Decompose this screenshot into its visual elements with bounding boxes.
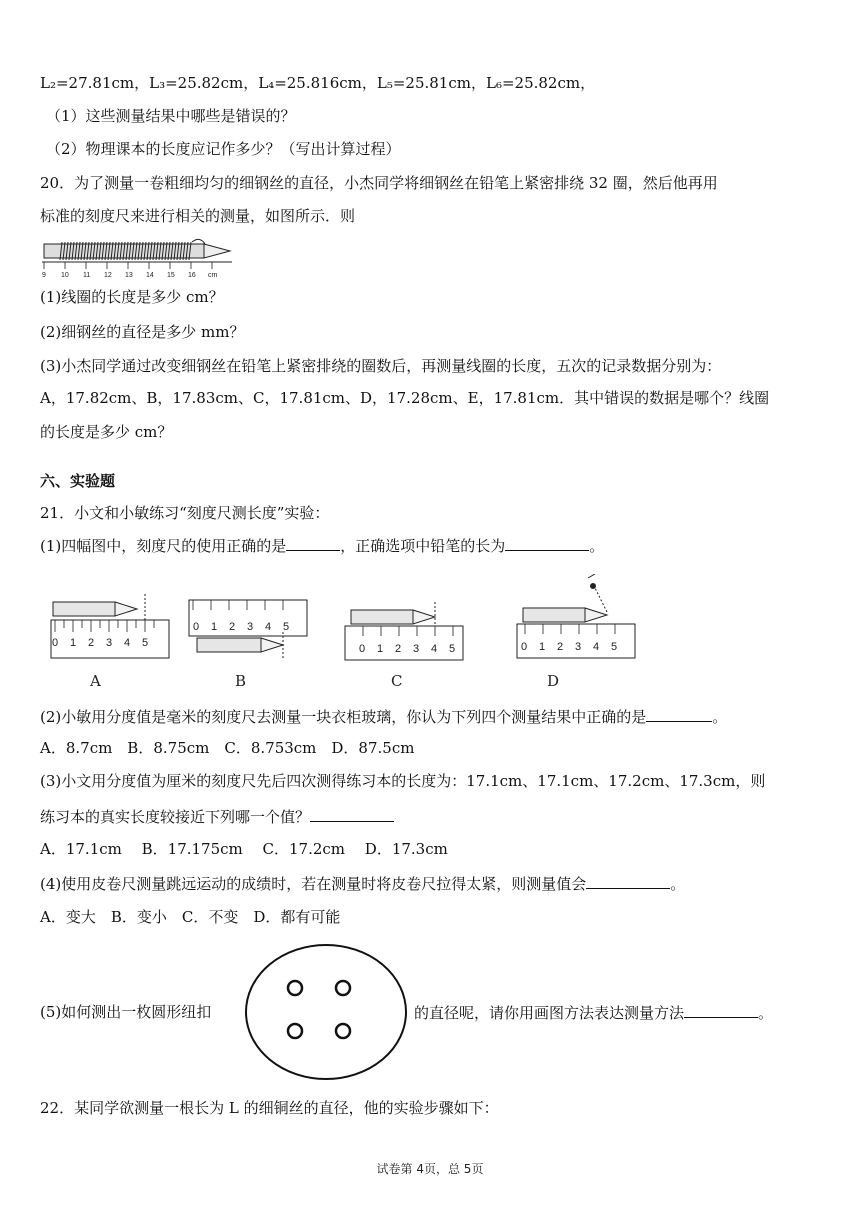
ruler-figures <box>45 574 645 692</box>
q21-5-text-c: 。 <box>758 1004 774 1022</box>
coil-tick-14: 14 <box>146 272 154 278</box>
coil-tick-12: 12 <box>104 272 112 278</box>
question-21-4 <box>40 872 685 895</box>
fig-d-digit-5: 5 <box>611 641 618 653</box>
fig-a-digit-3: 3 <box>106 637 113 649</box>
answer-blank-5[interactable] <box>586 872 670 889</box>
q21-1-text-b: ，正确选项中铅笔的长为 <box>340 537 506 555</box>
q21-4-text-b: 。 <box>670 875 686 893</box>
question-21-5-a: (5)如何测出一枚圆形纽扣 <box>40 1003 212 1021</box>
question-22-stem: 22．某同学欲测量一根长为 L 的细铜丝的直径，他的实验步骤如下： <box>40 1099 499 1117</box>
question-20-stem-cont: 标准的刻度尺来进行相关的测量，如图所示．则 <box>40 207 356 225</box>
q21-1-text-a: (1)四幅图中，刻度尺的使用正确的是 <box>40 537 287 555</box>
question-21-2 <box>40 705 727 728</box>
question-21-3: (3)小文用分度值为厘米的刻度尺先后四次测得练习本的长度为：17.1cm、17.1cm、17.2cm、17.3cm，则 <box>40 772 766 790</box>
q21-2-text-b: 。 <box>712 708 728 726</box>
fig-a-digit-5: 5 <box>142 637 149 649</box>
fig-c-digit-5: 5 <box>449 643 456 655</box>
ruler-figure-a <box>51 594 169 690</box>
q21-2-text-a: (2)小敏用分度值是毫米的刻度尺去测量一块衣柜玻璃，你认为下列四个测量结果中正确的是 <box>40 708 647 726</box>
question-19-1: （1）这些测量结果中哪些是错误的？ <box>46 107 296 125</box>
question-21-3-cont <box>40 805 394 828</box>
coil-tick-16: 16 <box>188 272 196 278</box>
section-heading-experiment: 六、实验题 <box>40 472 116 490</box>
fig-label-c: C <box>391 672 403 690</box>
question-21-1 <box>40 534 604 557</box>
coil-tick-unit: cm <box>208 272 218 278</box>
fig-a-digit-0: 0 <box>52 637 59 649</box>
coil-tick-13: 13 <box>125 272 133 278</box>
question-21-2-options: A．8.7cm B．8.75cm C．8.753cm D．87.5cm <box>40 739 415 757</box>
question-21-3-options: A．17.1cm B．17.175cm C．17.2cm D．17.3cm <box>40 840 448 858</box>
fig-d-digit-1: 1 <box>539 641 546 653</box>
question-21-stem: 21．小文和小敏练习“刻度尺测长度”实验： <box>40 504 330 522</box>
ruler-figure-d <box>517 574 635 690</box>
fig-b-digit-2: 2 <box>229 621 236 633</box>
fig-b-digit-5: 5 <box>283 621 290 633</box>
fig-label-b: B <box>235 672 247 690</box>
fig-b-digit-4: 4 <box>265 621 272 633</box>
fig-c-digit-4: 4 <box>431 643 438 655</box>
question-20-1: (1)线圈的长度是多少 cm？ <box>40 288 224 306</box>
fig-c-digit-0: 0 <box>359 643 366 655</box>
q21-5-text-b: 的直径呢，请你用画图方法表达测量方法 <box>414 1004 685 1022</box>
question-20-3-cont: 的长度是多少 cm？ <box>40 423 173 441</box>
question-20-3-data: A，17.82cm、B，17.83cm、C，17.81cm、D，17.28cm、E，17.81cm．其中错误的数据是哪个？线圈 <box>40 389 770 407</box>
coil-tick-9: 9 <box>42 272 46 278</box>
fig-a-digit-1: 1 <box>70 637 77 649</box>
fig-label-a: A <box>90 672 101 690</box>
q21-1-text-c: 。 <box>589 537 605 555</box>
answer-blank-1[interactable] <box>286 534 340 551</box>
button-figure <box>243 942 409 1082</box>
question-21-5-b <box>414 1001 773 1024</box>
coil-tick-11: 11 <box>83 272 91 278</box>
fig-d-digit-0: 0 <box>521 641 528 653</box>
question-21-4-options: A．变大 B．变小 C．不变 D．都有可能 <box>40 908 341 926</box>
fig-c-digit-2: 2 <box>395 643 402 655</box>
q21-3-text: 练习本的真实长度较接近下列哪一个值？ <box>40 808 311 826</box>
fig-a-digit-2: 2 <box>88 637 95 649</box>
question-19-2: （2）物理课本的长度应记作多少？（写出计算过程） <box>46 140 401 158</box>
fig-d-digit-2: 2 <box>557 641 564 653</box>
answer-blank-4[interactable] <box>310 805 394 822</box>
fig-c-digit-1: 1 <box>377 643 384 655</box>
coil-tick-15: 15 <box>167 272 175 278</box>
fig-label-d: D <box>547 672 560 690</box>
fig-d-digit-3: 3 <box>575 641 582 653</box>
answer-blank-3[interactable] <box>646 705 712 722</box>
question-20-2: (2)细钢丝的直径是多少 mm？ <box>40 323 245 341</box>
fig-c-digit-3: 3 <box>413 643 420 655</box>
fig-b-digit-1: 1 <box>211 621 218 633</box>
fig-a-digit-4: 4 <box>124 637 131 649</box>
coil-tick-10: 10 <box>61 272 69 278</box>
answer-blank-2[interactable] <box>505 534 589 551</box>
coil-ruler-figure <box>40 236 240 278</box>
question-20-3: (3)小杰同学通过改变细钢丝在铅笔上紧密排绕的圈数后，再测量线圈的长度，五次的记录数据分别为： <box>40 357 722 375</box>
question-20-stem: 20．为了测量一卷粗细均匀的细钢丝的直径，小杰同学将细钢丝在铅笔上紧密排绕 32 圈，然后他再用 <box>40 174 718 192</box>
ruler-figure-c <box>345 602 463 690</box>
q21-4-text-a: (4)使用皮卷尺测量跳远运动的成绩时，若在测量时将皮卷尺拉得太紧，则测量值会 <box>40 875 587 893</box>
eye-icon <box>590 583 596 589</box>
answer-blank-6[interactable] <box>684 1001 758 1018</box>
text-line-l-values: L₂=27.81cm，L₃=25.82cm，L₄=25.816cm，L₅=25.81cm，L₆=25.82cm， <box>40 74 596 92</box>
fig-b-digit-3: 3 <box>247 621 254 633</box>
fig-d-digit-4: 4 <box>593 641 600 653</box>
page-footer: 试卷第 4页，总 5页 <box>376 1162 484 1176</box>
fig-b-digit-0: 0 <box>193 621 200 633</box>
ruler-figure-b <box>189 600 307 690</box>
